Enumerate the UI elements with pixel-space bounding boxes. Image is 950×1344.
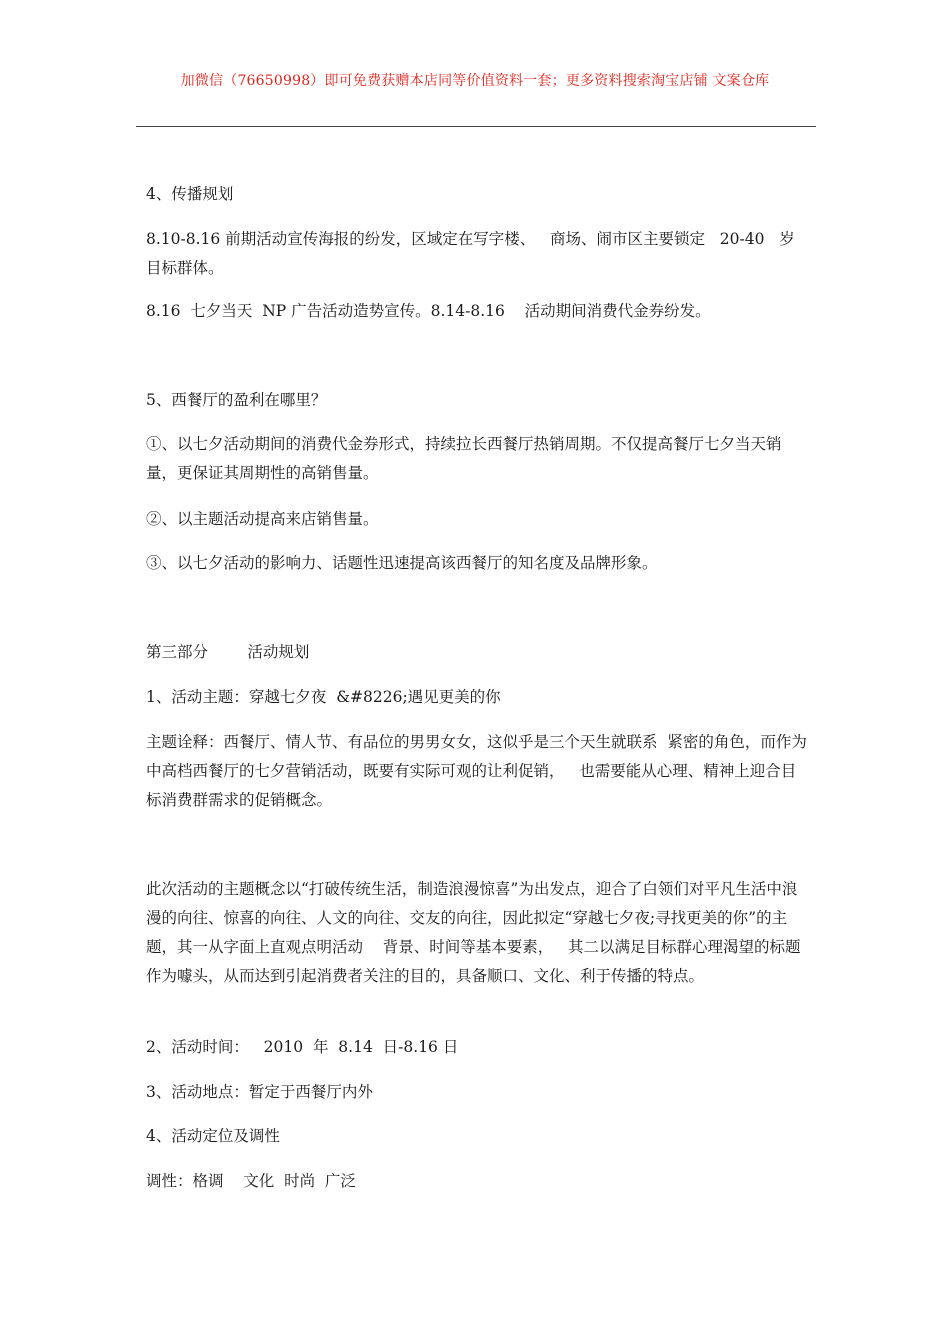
activity-location: 3、活动地点：暂定于西餐厅内外 xyxy=(146,1083,373,1101)
section-4-heading: 4、传播规划 xyxy=(146,185,234,203)
theme-concept-paragraph: 此次活动的主题概念以“打破传统生活，制造浪漫惊喜”为出发点，迎合了白领们对平凡生活中浪漫的向往、惊喜的向往、人文的向往、交友的向往，因此拟定“穿越七夕夜;寻找更美的你”的主题，其一从字面上直观点明活动 背景、时间等基本要素， 其二以满足目标群心理渴望的标题作为噱头，从而达到引起消费者关注的目的，具备顺口、文化、利于传播的特点。 xyxy=(146,880,801,985)
section-5-heading: 5、西餐厅的盈利在哪里？ xyxy=(146,391,327,409)
section-4-paragraph-2: 8.16 七夕当天 NP 广告活动造势宣传。8.14-8.16 活动期间消费代金券纷发。 xyxy=(146,302,711,320)
activity-time: 2、活动时间： 2010 年 8.14 日-8.16 日 xyxy=(146,1038,459,1056)
section-5-point-3: ③、以七夕活动的影响力、话题性迅速提高该西餐厅的知名度及品牌形象。 xyxy=(146,554,658,572)
section-5-point-1: ①、以七夕活动期间的消费代金券形式，持续拉长西餐厅热销周期。不仅提高餐厅七夕当天销量，更保证其周期性的高销售量。 xyxy=(146,435,782,482)
activity-theme: 1、活动主题：穿越七夕夜 &#8226;遇见更美的你 xyxy=(146,688,501,706)
part-3-heading: 第三部分 活动规划 xyxy=(146,643,310,661)
section-5-point-2: ②、以主题活动提高来店销售量。 xyxy=(146,510,379,528)
header-divider xyxy=(136,126,816,127)
section-4-paragraph-1: 8.10-8.16 前期活动宣传海报的纷发，区域定在写字楼、 商场、闹市区主要锁定 20-40 岁目标群体。 xyxy=(146,230,795,277)
theme-explanation: 主题诠释：西餐厅、情人节、有品位的男男女女，这似乎是三个天生就联系 紧密的角色，而作为中高档西餐厅的七夕营销活动，既要有实际可观的让利促销， 也需要能从心理、精神上迎合目标消费群需求的促销概念。 xyxy=(146,733,807,809)
activity-positioning-heading: 4、活动定位及调性 xyxy=(146,1127,280,1145)
activity-tone: 调性：格调 文化 时尚 广泛 xyxy=(146,1172,356,1190)
promo-header-note: 加微信（76650998）即可免费获赠本店同等价值资料一套；更多资料搜索淘宝店铺 文案仓库 xyxy=(180,73,770,89)
